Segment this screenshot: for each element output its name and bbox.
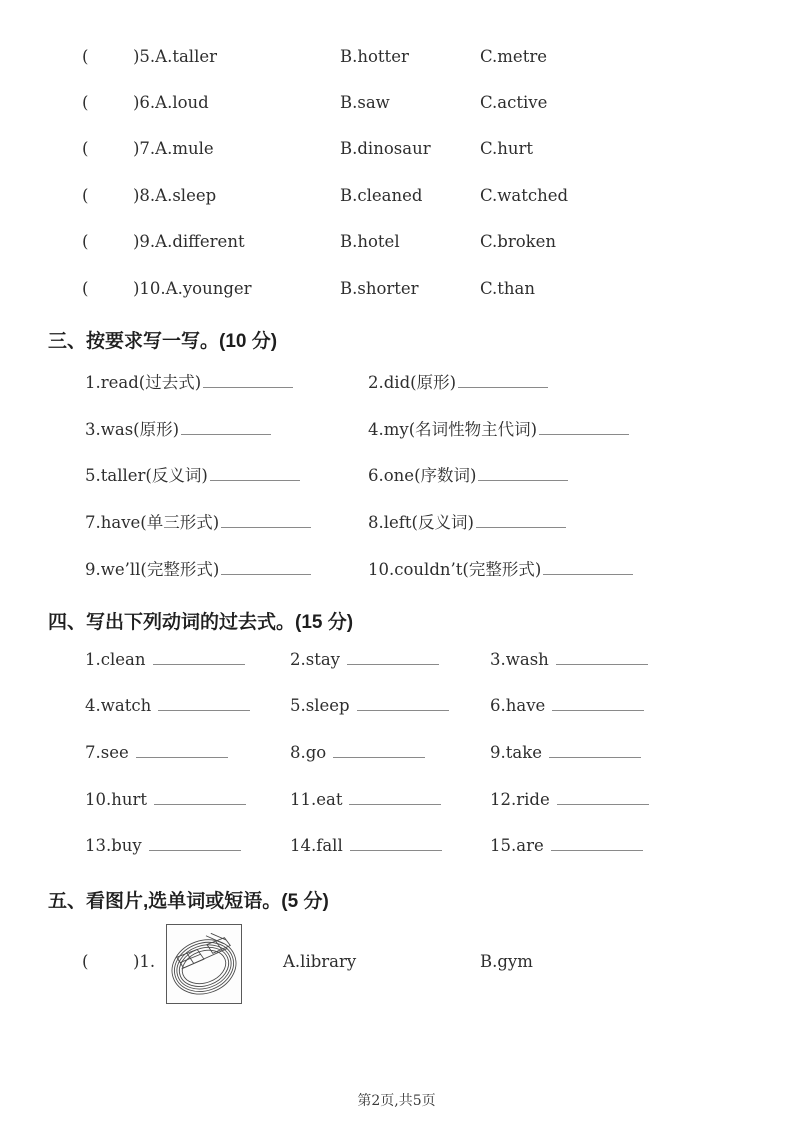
answer-blank <box>552 696 644 711</box>
answer-paren: ( <box>82 232 89 252</box>
answer-paren: ( <box>82 139 89 159</box>
choice-row <box>82 79 753 125</box>
fill-item-label: 4.my(名词性物主代词) <box>368 419 538 439</box>
multiple-choice-block <box>82 33 753 311</box>
fill-in-row <box>85 405 753 452</box>
verb-label: 11.eat <box>290 789 343 809</box>
answer-blank <box>347 650 439 665</box>
fill-item-label: 10.couldn’t(完整形式) <box>368 559 542 579</box>
fill-in-row <box>85 358 753 405</box>
answer-blank <box>221 560 311 575</box>
section-three-items <box>85 358 753 591</box>
answer-blank <box>333 743 425 758</box>
picture-item-number: )1. <box>133 952 156 971</box>
choice-item-label: )8.A.sleep <box>133 185 217 205</box>
answer-blank <box>154 790 246 805</box>
answer-blank <box>549 743 641 758</box>
section-three-title: 三、按要求写一写。(10 分) <box>48 331 278 352</box>
choice-option-b: B.hotter <box>340 46 409 66</box>
section-five-title: 五、看图片,选单词或短语。(5 分) <box>48 891 329 912</box>
verb-label: 8.go <box>290 742 327 762</box>
verb-label: 6.have <box>490 696 546 716</box>
choice-option-b: B.saw <box>340 93 390 113</box>
verb-row <box>85 822 753 869</box>
answer-paren: ( <box>82 185 89 205</box>
choice-option-b: B.shorter <box>340 278 419 298</box>
verb-label: 4.watch <box>85 696 152 716</box>
answer-blank <box>458 373 548 388</box>
choice-item-label: )6.A.loud <box>133 93 209 113</box>
section-four-title: 四、写出下列动词的过去式。(15 分) <box>48 612 354 633</box>
answer-blank <box>543 560 633 575</box>
verb-row <box>85 636 753 683</box>
section-four-items <box>85 636 753 869</box>
verb-label: 9.take <box>490 742 542 762</box>
playground-track-image <box>166 924 242 1004</box>
answer-paren: ( <box>82 278 89 298</box>
answer-blank <box>350 836 442 851</box>
choice-item-label: )7.A.mule <box>133 139 214 159</box>
answer-blank <box>551 836 643 851</box>
choice-option-c: C.active <box>480 93 548 113</box>
fill-item-label: 7.have(单三形式) <box>85 513 220 533</box>
answer-blank <box>158 696 250 711</box>
answer-blank <box>478 466 568 481</box>
choice-row <box>82 265 753 311</box>
choice-option-c: C.watched <box>480 185 569 205</box>
answer-blank <box>539 420 629 435</box>
choice-option-b: B.hotel <box>340 232 400 252</box>
verb-label: 3.wash <box>490 649 549 669</box>
verb-row <box>85 683 753 730</box>
fill-in-row <box>85 544 753 591</box>
answer-blank <box>357 696 449 711</box>
choice-option-b: B.dinosaur <box>340 139 431 159</box>
choice-option-c: C.than <box>480 278 536 298</box>
fill-item-label: 5.taller(反义词) <box>85 466 208 486</box>
choice-row <box>82 126 753 172</box>
answer-blank <box>136 743 228 758</box>
answer-blank <box>476 513 566 528</box>
fill-item-label: 2.did(原形) <box>368 373 457 393</box>
fill-in-row <box>85 498 753 545</box>
choice-item-label: )5.A.taller <box>133 46 218 66</box>
verb-label: 5.sleep <box>290 696 350 716</box>
verb-label: 7.see <box>85 742 129 762</box>
fill-item-label: 3.was(原形) <box>85 419 180 439</box>
verb-label: 14.fall <box>290 836 343 856</box>
fill-item-label: 6.one(序数词) <box>368 466 477 486</box>
verb-label: 13.buy <box>85 836 142 856</box>
verb-label: 1.clean <box>85 649 146 669</box>
picture-option-b: B.gym <box>480 952 533 971</box>
verb-label: 12.ride <box>490 789 550 809</box>
answer-blank <box>149 836 241 851</box>
choice-row <box>82 172 753 218</box>
choice-option-c: C.broken <box>480 232 557 252</box>
answer-paren: ( <box>82 93 89 113</box>
fill-item-label: 1.read(过去式) <box>85 373 202 393</box>
answer-blank <box>203 373 293 388</box>
answer-blank <box>557 790 649 805</box>
choice-option-c: C.hurt <box>480 139 534 159</box>
verb-label: 15.are <box>490 836 544 856</box>
picture-option-a: A.library <box>283 952 357 971</box>
choice-option-c: C.metre <box>480 46 547 66</box>
verb-row <box>85 776 753 823</box>
page-number-footer: 第2页,共5页 <box>357 1093 436 1109</box>
choice-item-label: )10.A.younger <box>133 278 252 298</box>
choice-option-b: B.cleaned <box>340 185 423 205</box>
fill-in-row <box>85 451 753 498</box>
answer-blank <box>153 650 245 665</box>
answer-blank <box>181 420 271 435</box>
verb-label: 10.hurt <box>85 789 148 809</box>
choice-row <box>82 33 753 79</box>
answer-paren: ( <box>82 952 89 971</box>
fill-item-label: 8.left(反义词) <box>368 513 474 533</box>
answer-blank <box>349 790 441 805</box>
verb-row <box>85 729 753 776</box>
choice-item-label: )9.A.different <box>133 232 245 252</box>
answer-blank <box>556 650 648 665</box>
choice-row <box>82 219 753 265</box>
verb-label: 2.stay <box>290 649 340 669</box>
fill-item-label: 9.we’ll(完整形式) <box>85 559 220 579</box>
answer-paren: ( <box>82 46 89 66</box>
answer-blank <box>221 513 311 528</box>
answer-blank <box>210 466 300 481</box>
